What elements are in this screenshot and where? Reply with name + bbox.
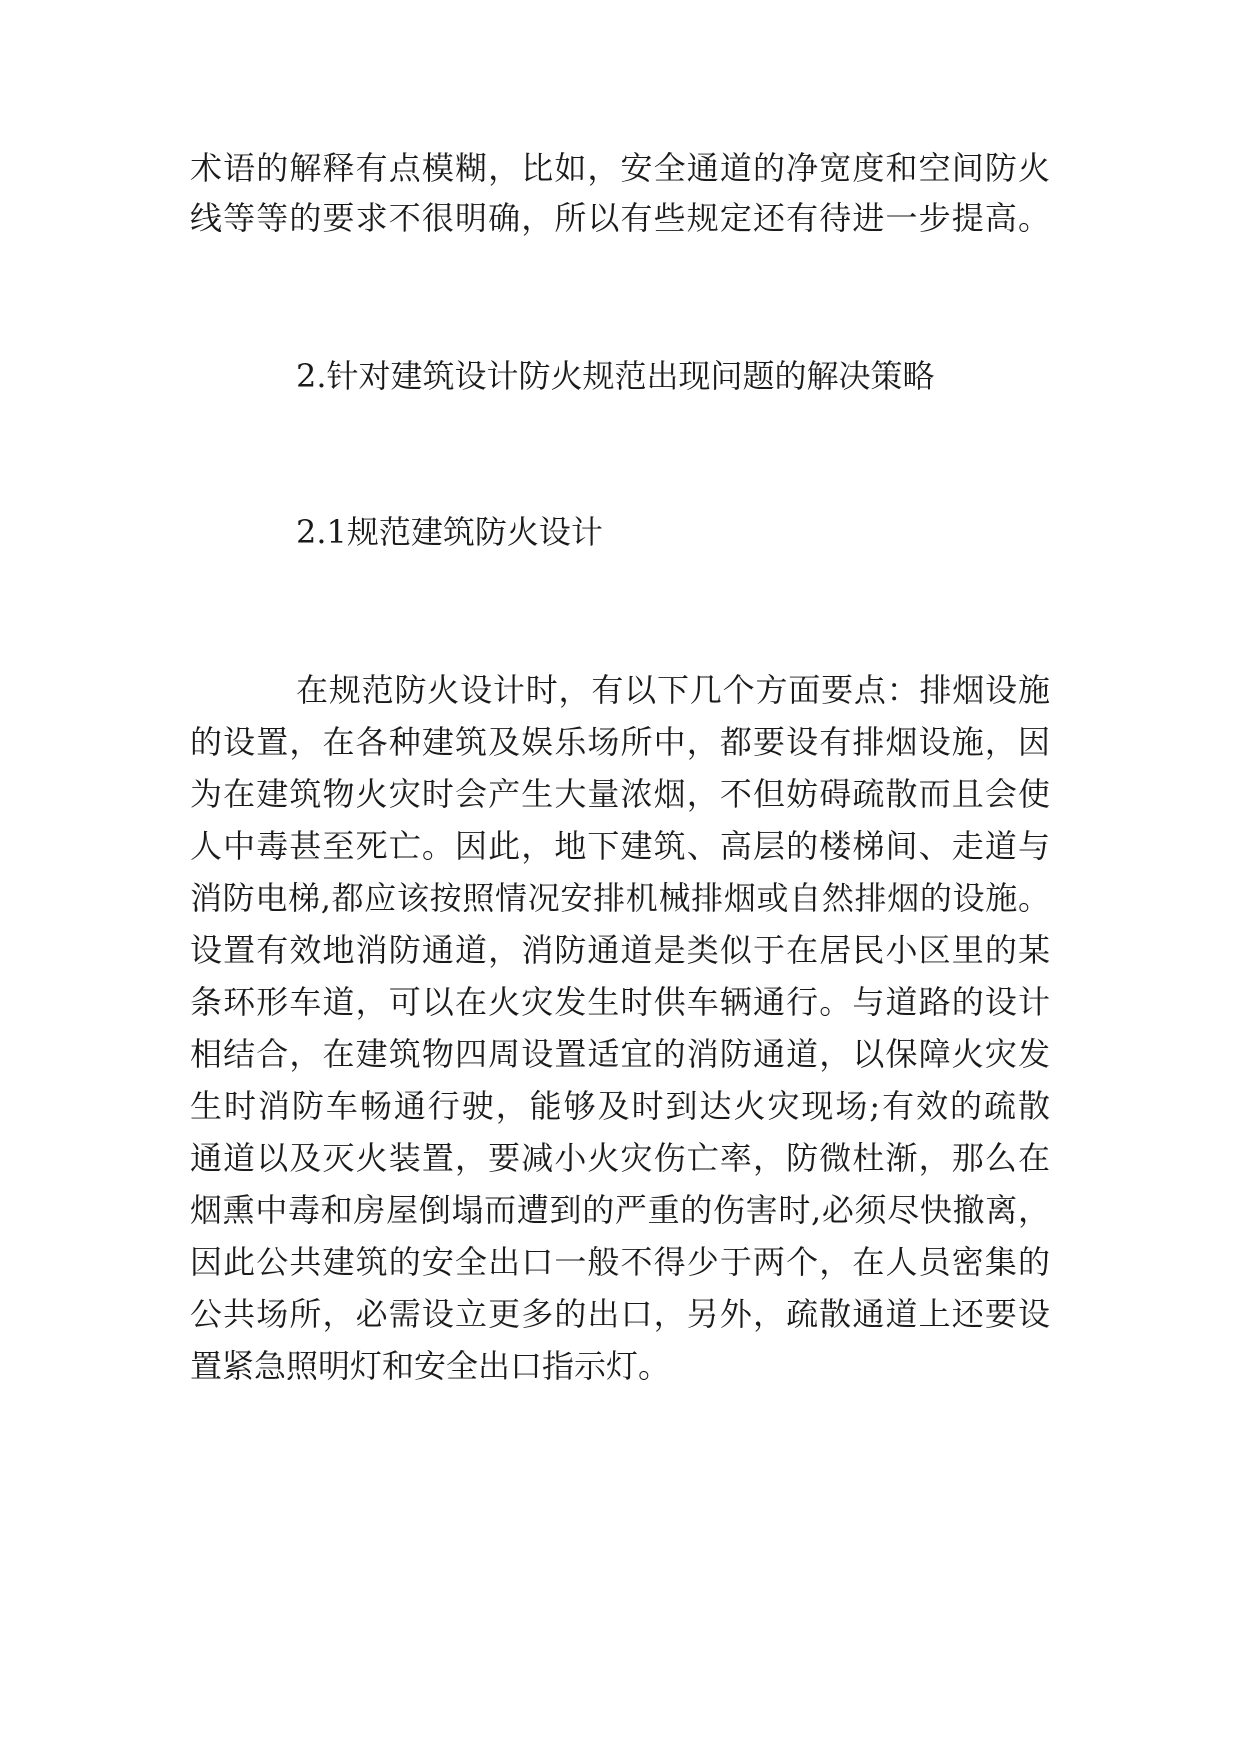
text-line: 公共场所，必需设立更多的出口，另外，疏散通道上还要设 (190, 1295, 1050, 1333)
text-line: 烟熏中毒和房屋倒塌而遭到的严重的伤害时,必须尽快撤离， (190, 1191, 1050, 1229)
text-line: 条环形车道，可以在火灾发生时供车辆通行。与道路的设计 (190, 983, 1050, 1021)
text-line: 线等等的要求不很明确，所以有些规定还有待进一步提高。 (190, 199, 1050, 237)
text-line: 相结合，在建筑物四周设置适宜的消防通道，以保障火灾发 (190, 1035, 1050, 1073)
text-line: 设置有效地消防通道，消防通道是类似于在居民小区里的某 (190, 931, 1050, 969)
text-line: 通道以及灭火装置，要减小火灾伤亡率，防微杜渐，那么在 (190, 1139, 1050, 1177)
text-line: 术语的解释有点模糊，比如，安全通道的净宽度和空间防火 (190, 149, 1050, 187)
text-line: 人中毒甚至死亡。因此，地下建筑、高层的楼梯间、走道与 (190, 827, 1050, 865)
text-line: 生时消防车畅通行驶，能够及时到达火灾现场;有效的疏散 (190, 1087, 1050, 1125)
text-line: 在规范防火设计时，有以下几个方面要点：排烟设施 (296, 671, 1050, 709)
text-line: 消防电梯,都应该按照情况安排机械排烟或自然排烟的设施。 (190, 879, 1050, 917)
text-line: 为在建筑物火灾时会产生大量浓烟，不但妨碍疏散而且会使 (190, 775, 1050, 813)
text-line: 置紧急照明灯和安全出口指示灯。 (190, 1347, 671, 1385)
subsection-heading: 2.1规范建筑防火设计 (296, 513, 603, 551)
text-line: 的设置，在各种建筑及娱乐场所中，都要设有排烟设施，因 (190, 723, 1050, 761)
section-heading: 2.针对建筑设计防火规范出现问题的解决策略 (296, 357, 935, 395)
text-line: 因此公共建筑的安全出口一般不得少于两个，在人员密集的 (190, 1243, 1050, 1281)
